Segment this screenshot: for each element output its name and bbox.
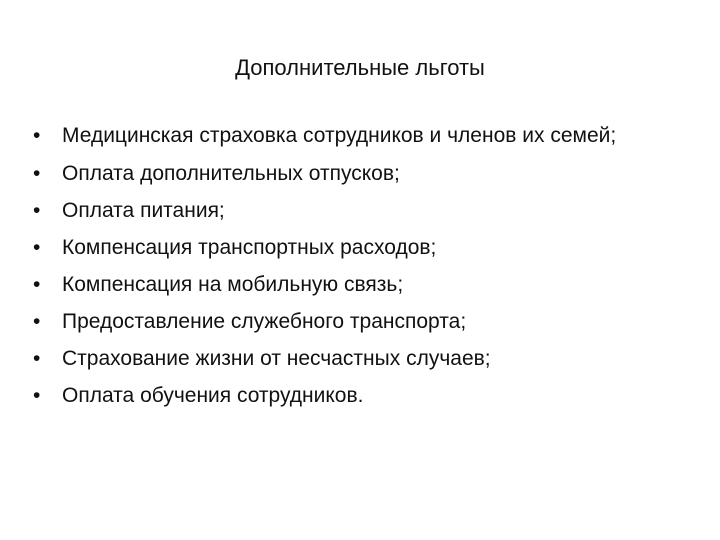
- list-item-text: Страхование жизни от несчастных случаев;: [62, 347, 491, 370]
- bullet-icon: •: [33, 273, 41, 296]
- bullet-icon: •: [33, 124, 41, 147]
- list-item: [33, 196, 683, 225]
- list-item-text: Медицинская страховка сотрудников и членов их семей;: [62, 124, 617, 147]
- bullet-icon: •: [33, 162, 41, 185]
- list-item-text: Оплата дополнительных отпусков;: [62, 162, 400, 185]
- list-item-text: Оплата обучения сотрудников.: [62, 384, 364, 407]
- list-item: [33, 121, 683, 150]
- bullet-icon: •: [33, 347, 41, 370]
- bullet-icon: •: [33, 310, 41, 333]
- list-item: [33, 381, 683, 410]
- list-item-text: Оплата питания;: [62, 199, 225, 222]
- list-item-text: Компенсация транспортных расходов;: [62, 236, 437, 259]
- list-item-text: Предоставление служебного транспорта;: [62, 310, 467, 333]
- list-item-text: Компенсация на мобильную связь;: [62, 273, 404, 296]
- list-item: [33, 270, 683, 299]
- list-item: [33, 344, 683, 373]
- list-item: [33, 159, 683, 188]
- bullet-icon: •: [33, 236, 41, 259]
- bullet-icon: •: [33, 199, 41, 222]
- slide-title: Дополнительные льготы: [235, 55, 485, 80]
- list-item: [33, 307, 683, 336]
- bullet-icon: •: [33, 384, 41, 407]
- benefits-list: [33, 121, 683, 418]
- list-item: [33, 233, 683, 262]
